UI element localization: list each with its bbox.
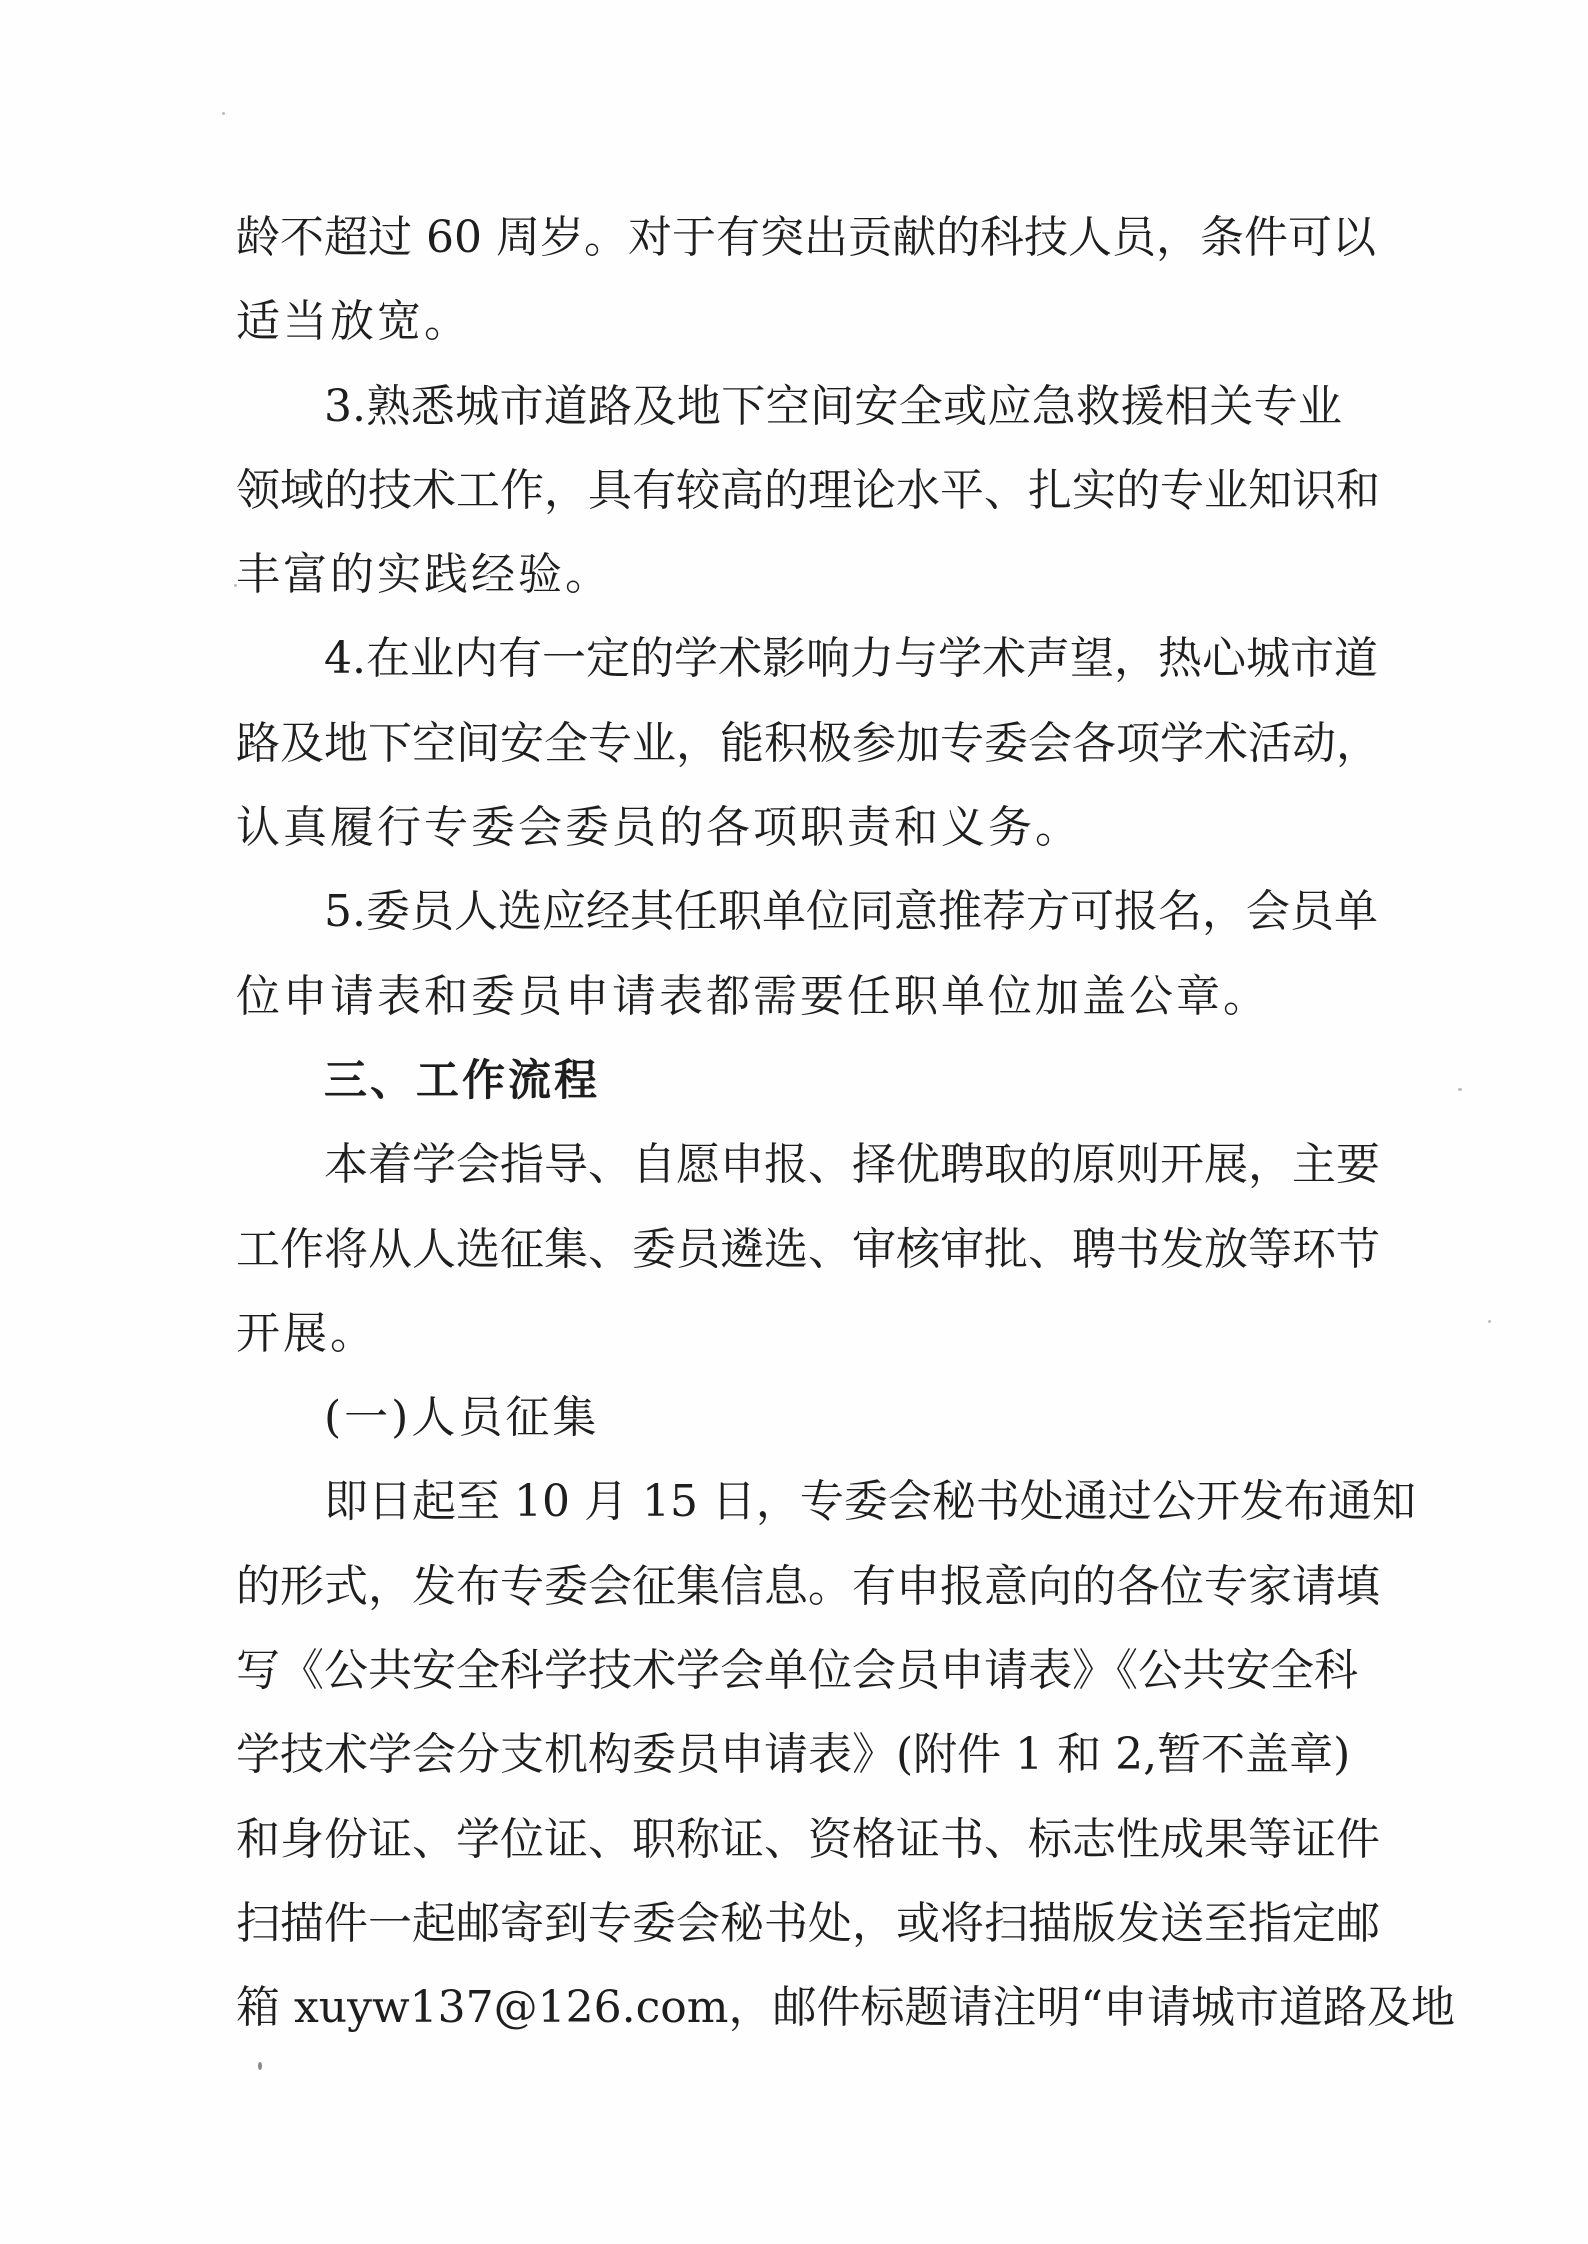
- workflow-line-1: 本着学会指导、自愿申报、择优聘取的原则开展，主要: [324, 1139, 1380, 1191]
- body-line-2: 适当放宽。: [236, 296, 471, 348]
- scan-speck: [222, 112, 225, 115]
- collection-line-5: 和身份证、学位证、职称证、资格证书、标志性成果等证件: [236, 1813, 1380, 1865]
- scan-speck: [1458, 1088, 1462, 1091]
- criterion-4-line-3: 认真履行专委会委员的各项职责和义务。: [236, 802, 1082, 854]
- criterion-4-line-1: 4.在业内有一定的学术影响力与学术声望，热心城市道: [324, 633, 1378, 685]
- body-line-1: 龄不超过 60 周岁。对于有突出贡献的科技人员，条件可以: [236, 212, 1376, 263]
- collection-line-2: 的形式，发布专委会征集信息。有申报意向的各位专家请填: [236, 1560, 1380, 1612]
- criterion-5-line-1: 5.委员人选应经其任职单位同意推荐方可报名，会员单: [324, 886, 1378, 938]
- section-heading-workflow: 三、工作流程: [324, 1055, 600, 1106]
- collection-line-3: 写《公共安全科学技术学会单位会员申请表》《公共安全科: [236, 1645, 1358, 1697]
- collection-line-4: 学技术学会分支机构委员申请表》(附件 1 和 2,暂不盖章): [236, 1729, 1351, 1781]
- collection-line-6: 扫描件一起邮寄到专委会秘书处，或将扫描版发送至指定邮: [236, 1897, 1380, 1949]
- criterion-3-line-2: 领域的技术工作，具有较高的理论水平、扎实的专业知识和: [236, 464, 1380, 516]
- collection-line-7: 箱 xuyw137@126.com，邮件标题请注明“申请城市道路及地: [236, 1982, 1455, 2034]
- subsection-heading-collection: (一)人员征集: [324, 1392, 600, 1444]
- workflow-line-2: 工作将从人选征集、委员遴选、审核审批、聘书发放等环节: [236, 1223, 1380, 1275]
- document-body: [236, 196, 1455, 2051]
- workflow-line-3: 开展。: [236, 1307, 377, 1359]
- scan-speck: [258, 2062, 262, 2070]
- collection-line-1: 即日起至 10 月 15 日，专委会秘书处通过公开发布通知: [324, 1476, 1416, 1528]
- criterion-3-line-3: 丰富的实践经验。: [236, 549, 612, 601]
- criterion-4-line-2: 路及地下空间安全专业，能积极参加专委会各项学术活动，: [236, 717, 1380, 769]
- scan-speck: [1488, 1320, 1491, 1323]
- criterion-3-line-1: 3.熟悉城市道路及地下空间安全或应急救援相关专业: [324, 380, 1342, 432]
- criterion-5-line-2: 位申请表和委员申请表都需要任职单位加盖公章。: [236, 970, 1270, 1022]
